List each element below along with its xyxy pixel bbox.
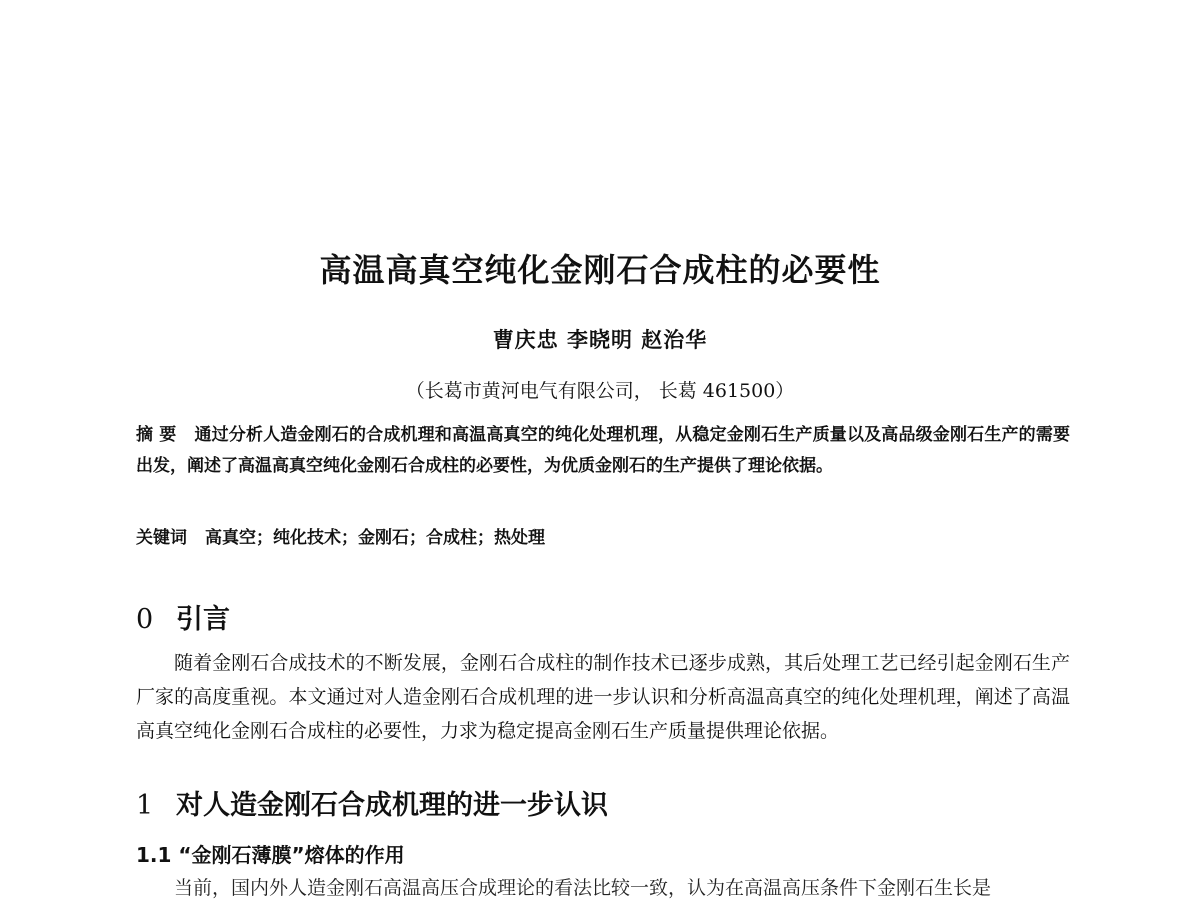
section-number: 0 [136, 604, 154, 635]
paper-title: 高温高真空纯化金刚石合成柱的必要性 [319, 251, 881, 289]
section-title: 对人造金刚石合成机理的进一步认识 [176, 790, 608, 821]
section-number: 1 [136, 790, 154, 821]
section-heading-1 [136, 788, 608, 824]
keywords-label: 关键词 [136, 528, 187, 548]
abstract-label: 摘 要 [136, 425, 177, 445]
section-heading-introduction [136, 602, 230, 638]
subsection-heading-1-1: 1.1 “金刚石薄膜”熔体的作用 [136, 843, 405, 867]
truncated-text: 当前，国内外人造金刚石高温高压合成理论的看法比较一致，认为在高温高压条件下金刚石生长是 [174, 877, 992, 899]
keywords [136, 523, 1070, 553]
abstract-text: 通过分析人造金刚石的合成机理和高温高真空的纯化处理机理，从稳定金刚石生产质量以及高品级金刚石生产的需要出发，阐述了高温高真空纯化金刚石合成柱的必要性，为优质金刚石的生产提供了理论依据。 [136, 425, 1070, 476]
section-title: 引言 [176, 604, 230, 635]
author-list: 曹庆忠 李晓明 赵治华 [492, 327, 708, 352]
truncated-body-line [136, 871, 1070, 899]
introduction-paragraph: 随着金刚石合成技术的不断发展，金刚石合成柱的制作技术已逐步成熟，其后处理工艺已经引起金刚石生产厂家的高度重视。本文通过对人造金刚石合成机理的进一步认识和分析高温高真空的纯化处理机理，阐述了高温高真空纯化金刚石合成柱的必要性，力求为稳定提高金刚石生产质量提供理论依据。 [136, 652, 1070, 742]
keywords-text: 高真空；纯化技术；金刚石；合成柱；热处理 [205, 528, 545, 548]
abstract [136, 420, 1070, 482]
affiliation: （长葛市黄河电气有限公司， 长葛 461500） [405, 380, 795, 402]
